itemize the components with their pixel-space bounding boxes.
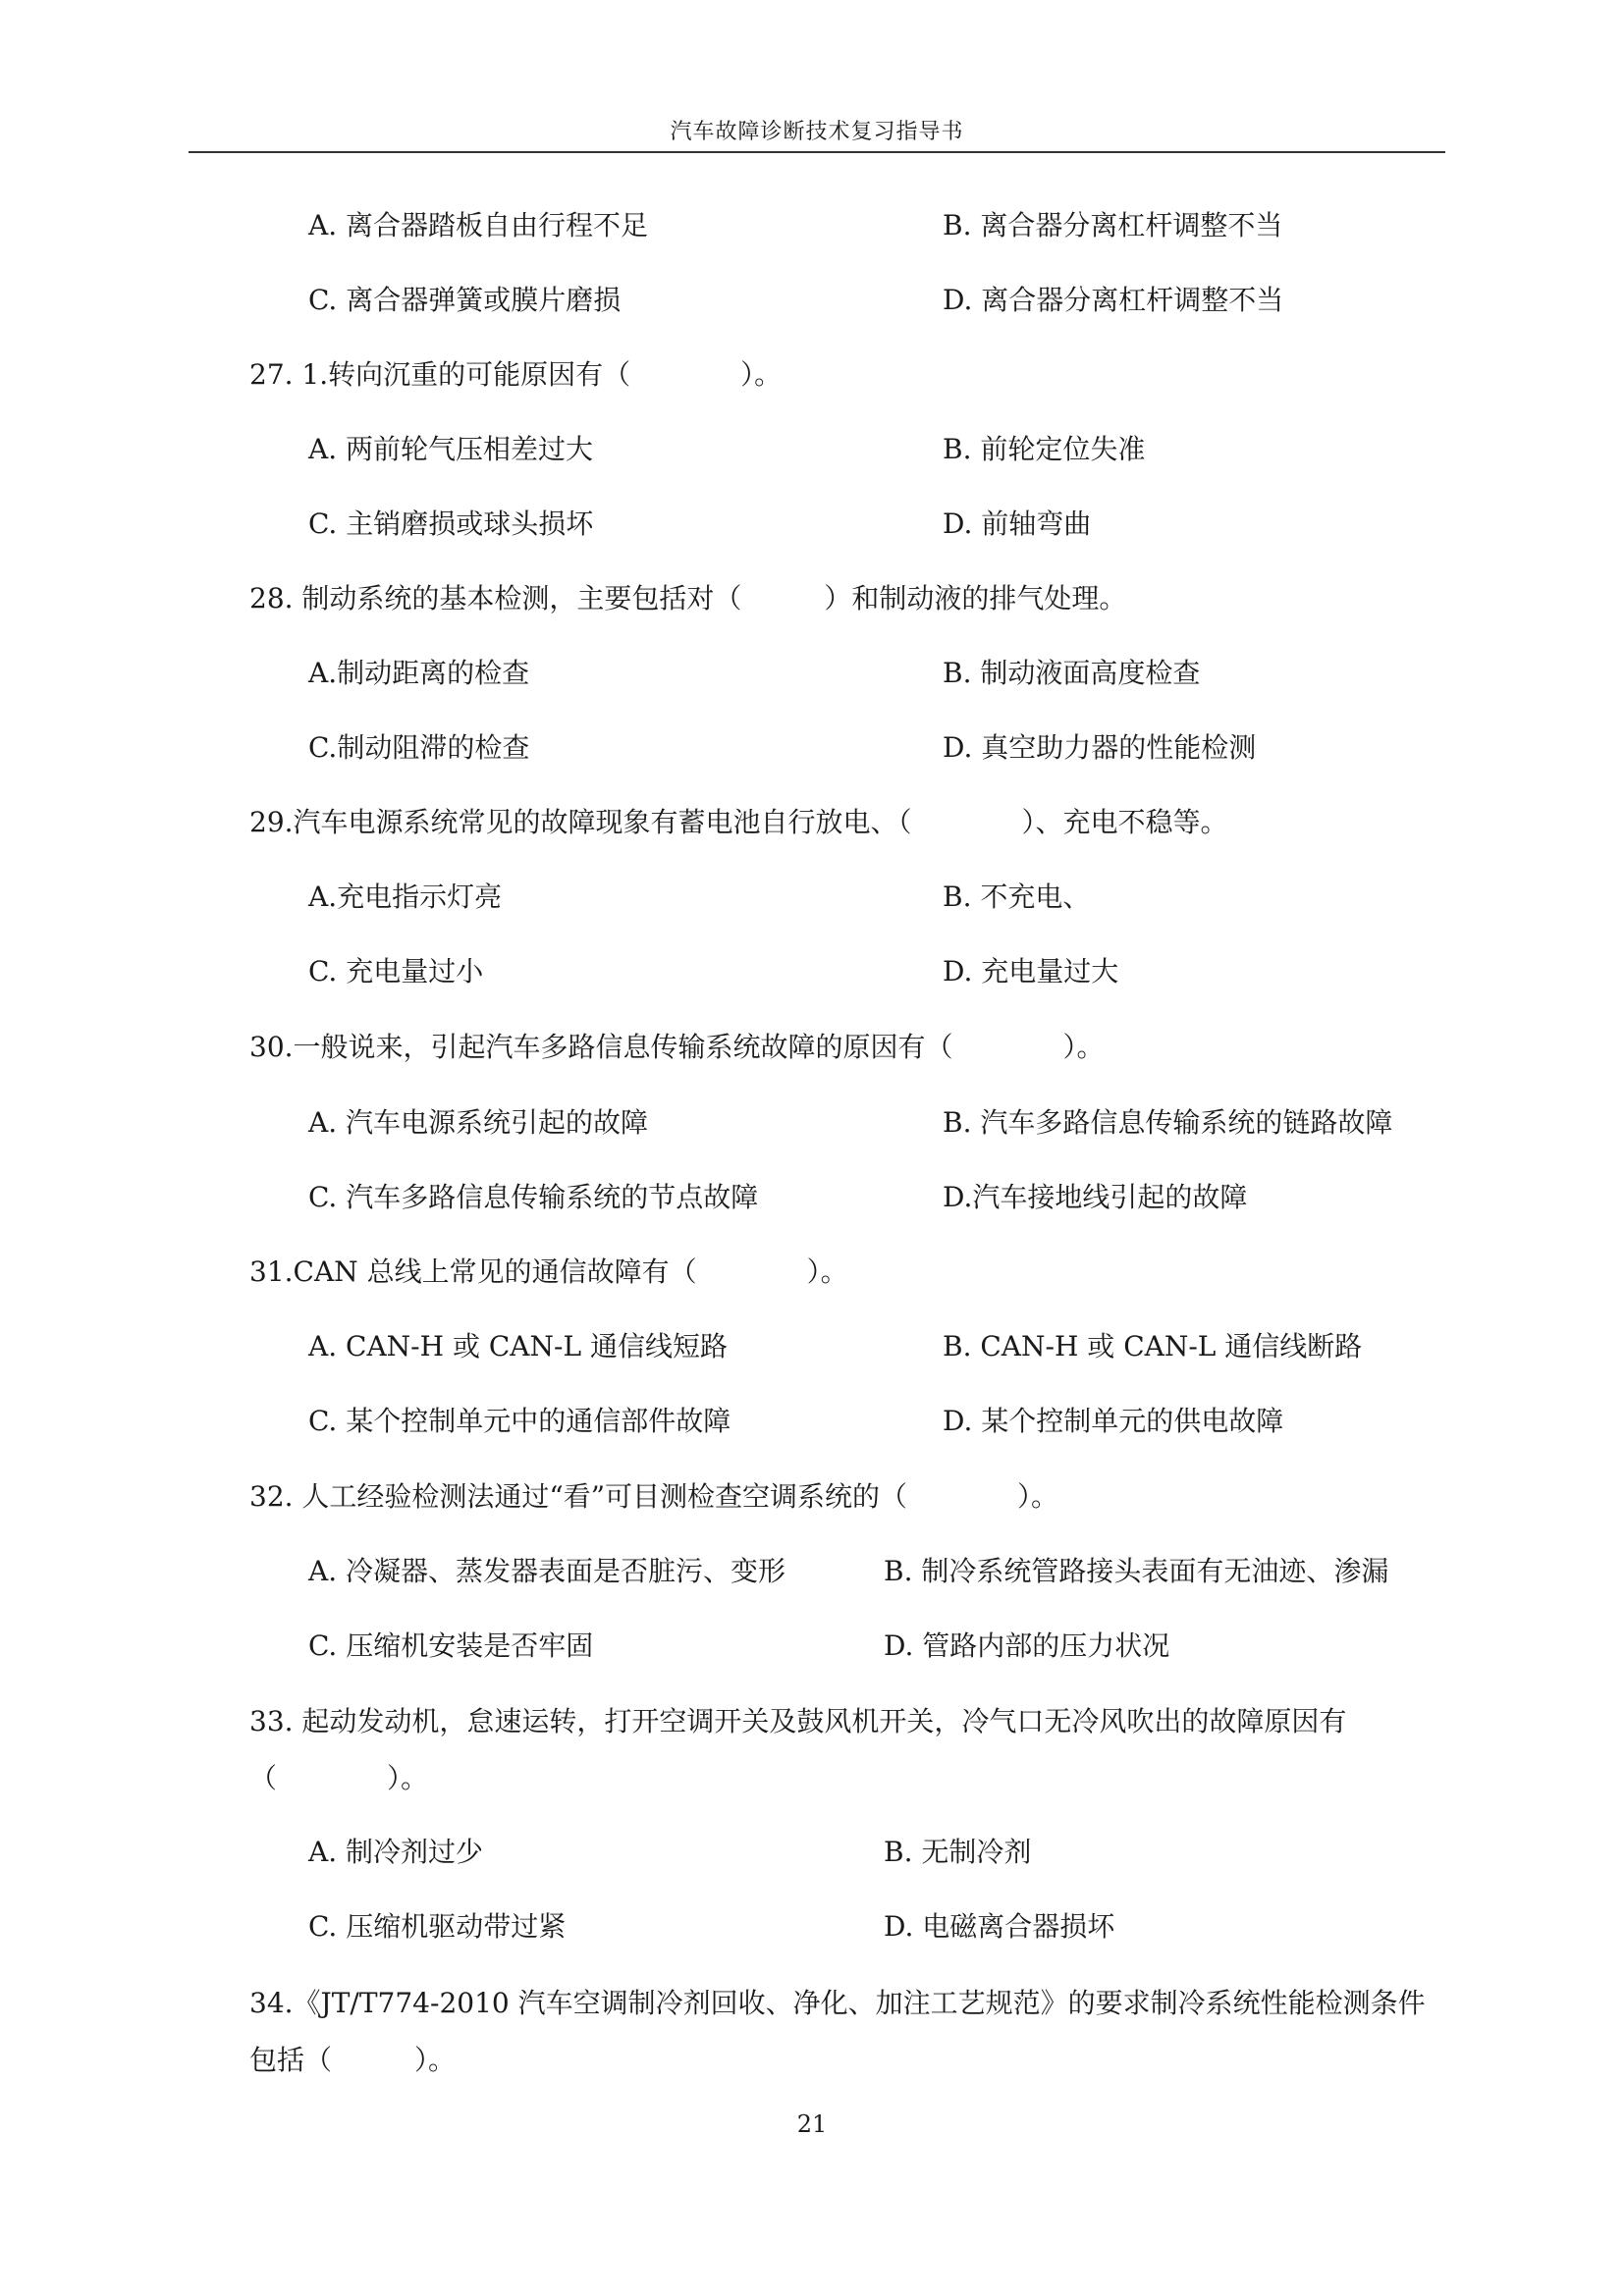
option-d: D. 某个控制单元的供电故障	[943, 1405, 1284, 1437]
option-b: B. 制冷系统管路接头表面有无油迹、渗漏	[884, 1555, 1389, 1587]
option-b: B. 前轮定位失准	[943, 433, 1146, 465]
question-29: 29.汽车电源系统常见的故障现象有蓄电池自行放电、（ ）、充电不稳等。	[249, 806, 1228, 838]
option-c: C. 压缩机驱动带过紧	[308, 1910, 567, 1943]
question-28: 28. 制动系统的基本检测，主要包括对（ ）和制动液的排气处理。	[249, 582, 1127, 614]
option-d: D.汽车接地线引起的故障	[943, 1181, 1248, 1213]
option-c: C. 主销磨损或球头损坏	[308, 507, 594, 540]
option-b: B. CAN-H 或 CAN-L 通信线断路	[943, 1330, 1363, 1362]
option-d: D. 前轴弯曲	[943, 507, 1092, 540]
option-d: D. 管路内部的压力状况	[884, 1629, 1170, 1662]
option-c: C. 离合器弹簧或膜片磨损	[308, 284, 622, 316]
page-number: 21	[796, 2110, 828, 2138]
option-a: A. 两前轮气压相差过大	[308, 433, 594, 465]
option-a: A.充电指示灯亮	[308, 881, 503, 913]
option-b: B. 无制冷剂	[884, 1836, 1032, 1868]
header-divider	[189, 151, 1445, 153]
option-a: A. 汽车电源系统引起的故障	[308, 1106, 649, 1139]
option-d: D. 离合器分离杠杆调整不当	[943, 284, 1284, 316]
option-a: A. 冷凝器、蒸发器表面是否脏污、变形	[308, 1555, 786, 1587]
question-32: 32. 人工经验检测法通过“看”可目测检查空调系统的（ ）。	[249, 1480, 1059, 1513]
question-33: 33. 起动发动机，怠速运转，打开空调开关及鼓风机开关，冷气口无冷风吹出的故障原因有（ ）。	[249, 1705, 1347, 1794]
option-c: C.制动阻滞的检查	[308, 731, 530, 764]
option-b: B. 汽车多路信息传输系统的链路故障	[943, 1106, 1393, 1139]
option-b: B. 不充电、	[943, 881, 1091, 913]
option-a: A.制动距离的检查	[308, 657, 530, 689]
option-b: B. 离合器分离杠杆调整不当	[943, 209, 1283, 241]
option-b: B. 制动液面高度检查	[943, 657, 1201, 689]
option-a: A. 离合器踏板自由行程不足	[308, 209, 649, 241]
option-a: A. CAN-H 或 CAN-L 通信线短路	[308, 1330, 728, 1362]
question-34: 34.《JT/T774-2010 汽车空调制冷剂回收、净化、加注工艺规范》的要求制冷系统性能检测条件包括（ ）。	[249, 1987, 1426, 2076]
option-c: C. 汽车多路信息传输系统的节点故障	[308, 1181, 759, 1213]
option-d: D. 电磁离合器损坏	[884, 1910, 1115, 1943]
option-c: C. 压缩机安装是否牢固	[308, 1629, 594, 1662]
question-27: 27. 1.转向沉重的可能原因有（ ）。	[249, 358, 783, 391]
running-header: 汽车故障诊断技术复习指导书	[670, 120, 964, 144]
option-a: A. 制冷剂过少	[308, 1836, 484, 1868]
question-31: 31.CAN 总线上常见的通信故障有（ ）。	[249, 1255, 848, 1288]
option-c: C. 充电量过小	[308, 955, 484, 988]
option-d: D. 充电量过大	[943, 955, 1119, 988]
option-c: C. 某个控制单元中的通信部件故障	[308, 1405, 731, 1437]
question-30: 30.一般说来，引起汽车多路信息传输系统故障的原因有（ ）。	[249, 1031, 1105, 1063]
option-d: D. 真空助力器的性能检测	[943, 731, 1257, 764]
